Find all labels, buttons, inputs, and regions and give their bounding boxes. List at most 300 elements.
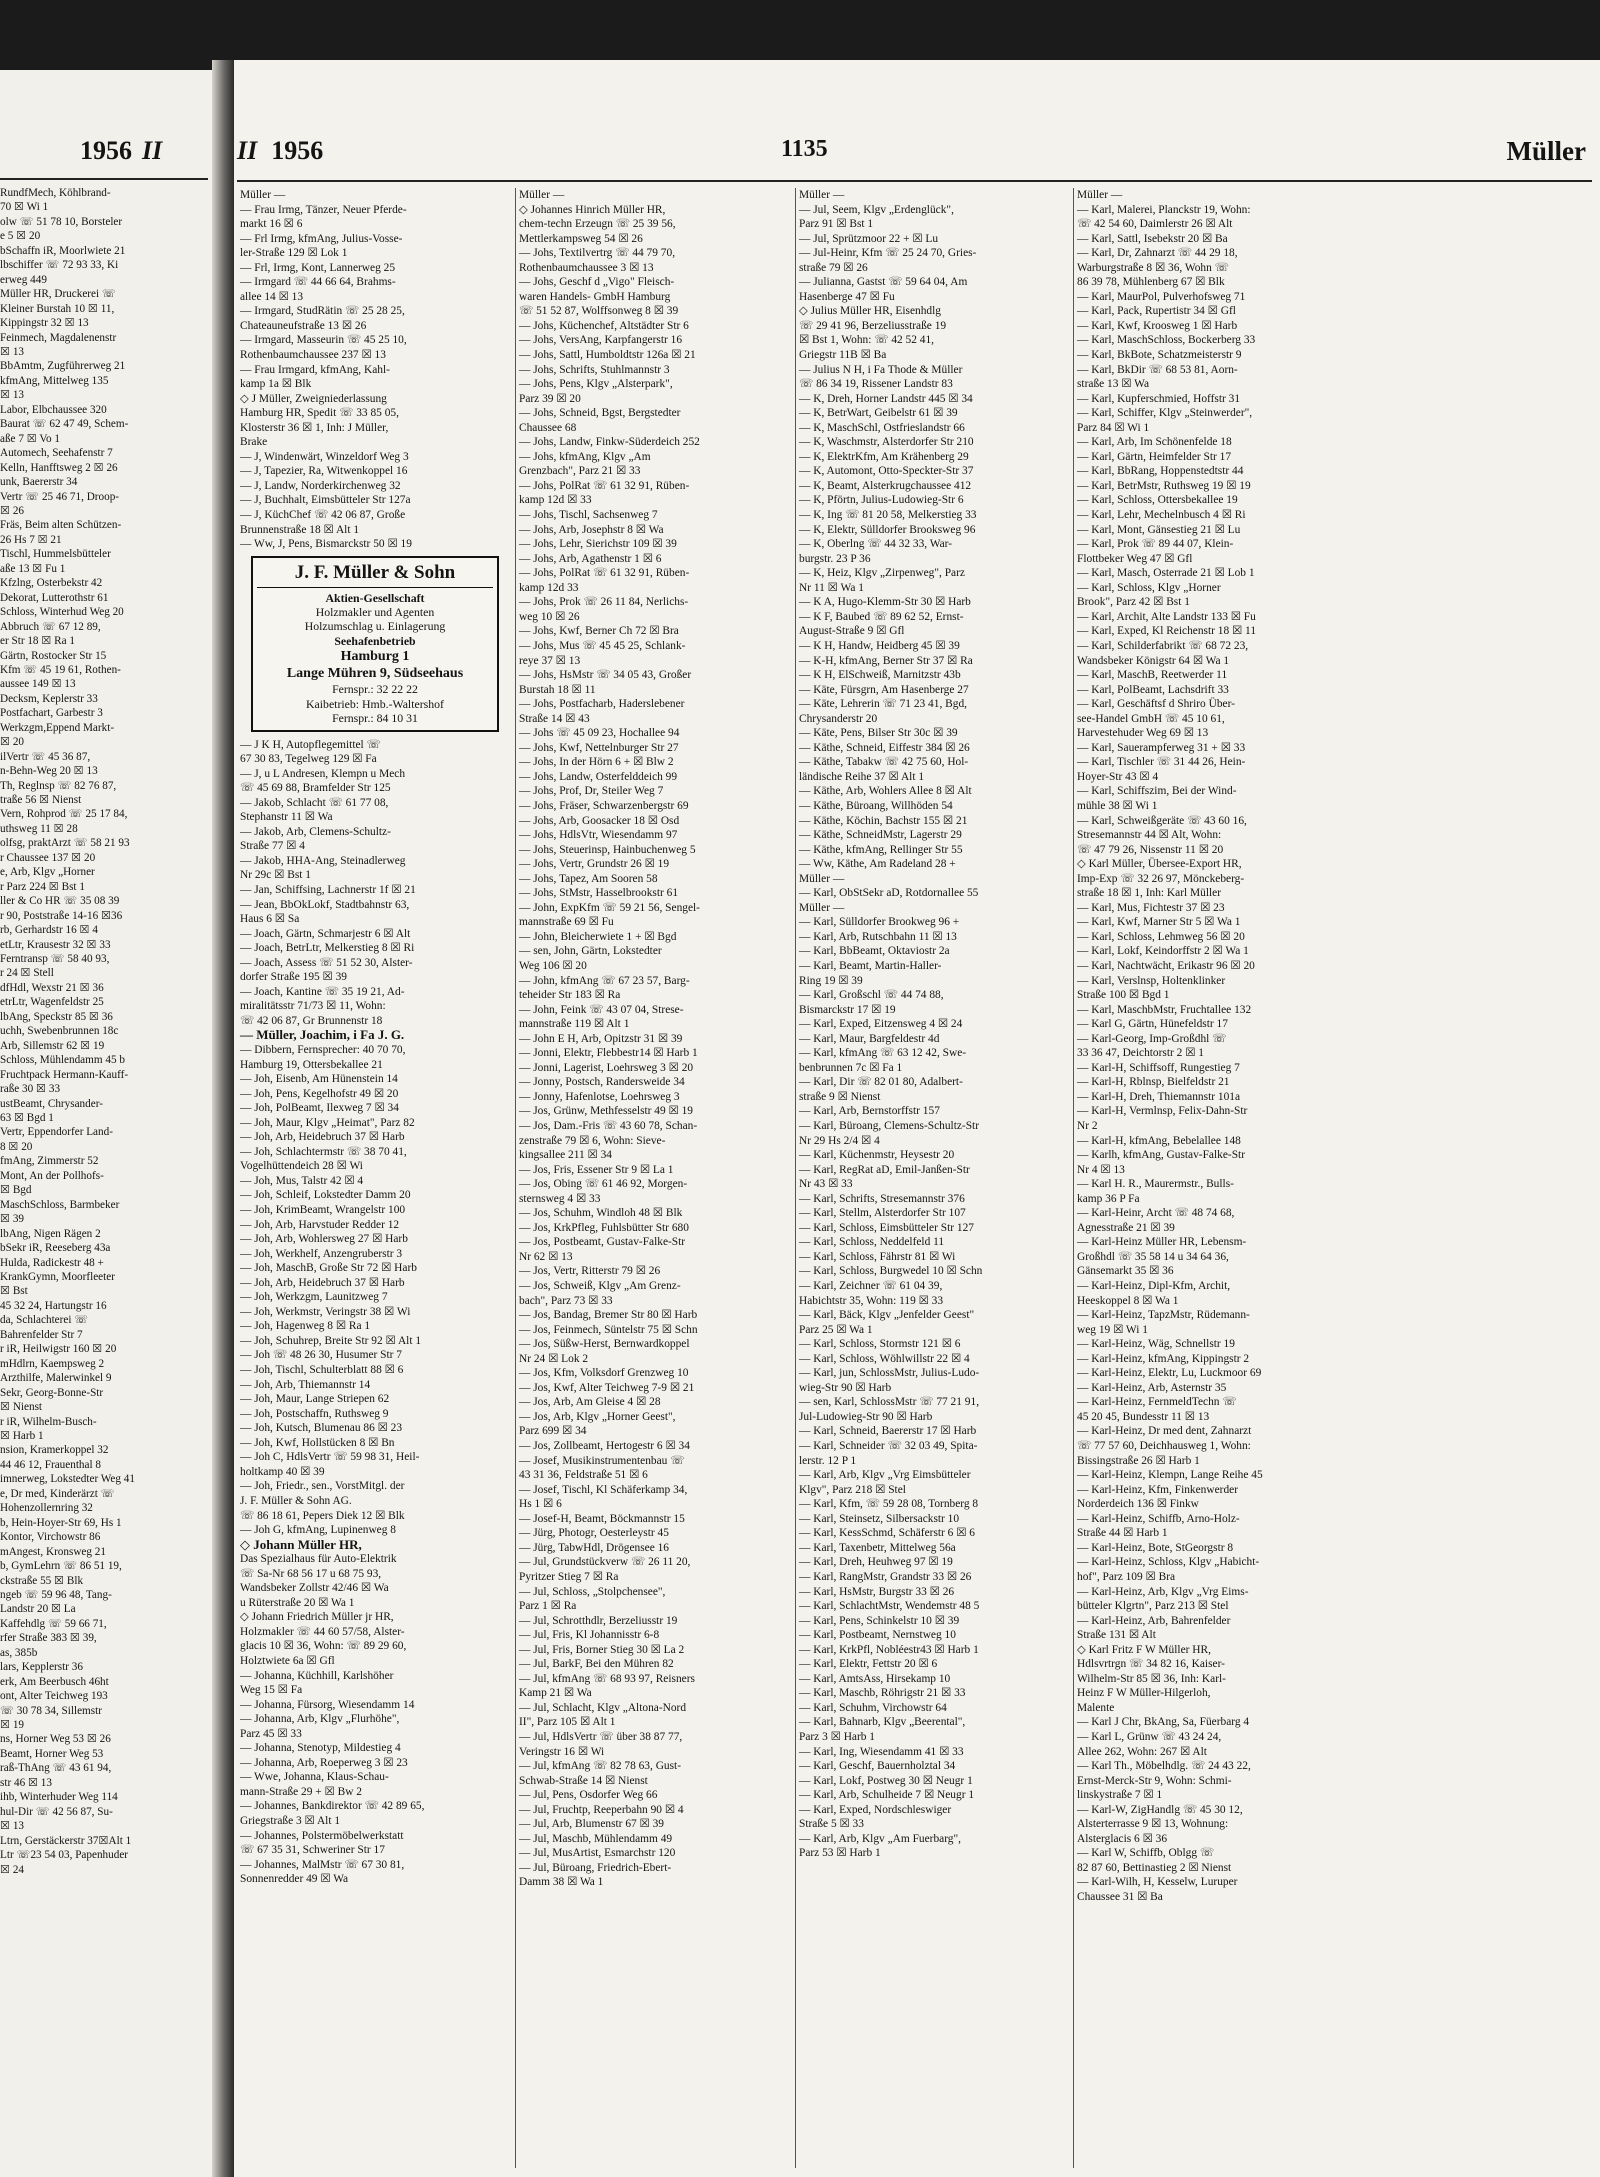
directory-entry-line: — Joh, Postschaffn, Ruthsweg 9 [240,1407,389,1420]
directory-entry-line: — Karl-Heinz, kfmAng, Kippingstr 2 [1077,1352,1250,1365]
previous-page-line: erk, Am Beerbusch 46ht [0,1675,109,1688]
previous-page-line: fmAng, Zimmerstr 52 [0,1155,99,1168]
directory-entry-line: — Johs, Pens, Klgv „Alsterpark", [519,378,673,391]
directory-entry-line: — Karl, Exped, Eitzensweg 4 ☒ 24 [799,1018,963,1031]
directory-entry-line: Heeskoppel 8 ☒ Wa 1 [1077,1294,1179,1307]
directory-entry-line: — Karl, MaschbMstr, Fruchtallee 132 [1077,1003,1252,1016]
directory-entry-line: — Jos, Zollbeamt, Hertogestr 6 ☒ 34 [519,1440,690,1453]
directory-entry-line: — Karl, Schneid, Baererstr 17 ☒ Harb [799,1425,977,1438]
directory-entry-line: — Johs, StMstr, Hasselbrookstr 61 [519,887,679,900]
directory-entry-line: — Karl, Schiffer, Klgv „Steinwerder", [1077,407,1253,420]
directory-entry-line: Harvestehuder Weg 69 ☒ 13 [1077,727,1209,740]
directory-entry-line: Müller — [240,189,286,201]
directory-entry-line: glacis 10 ☒ 36, Wohn: ☏ 89 29 60, [240,1640,407,1653]
directory-entry-line: — J, Buchhalt, Eimsbütteler Str 127a [240,494,411,507]
directory-entry-line: Wandsbeker Königstr 64 ☒ Wa 1 [1077,654,1230,667]
directory-entry-line: — Karl, KrkPfl, Nobléestr43 ☒ Harb 1 [799,1643,979,1656]
entry-column-2 [515,188,786,2168]
directory-entry-line: Bismarckstr 17 ☒ 19 [799,1003,896,1016]
directory-entry-line: — Karl, Ing, Wiesendamm 41 ☒ 33 [799,1745,964,1758]
directory-entry-line: Straße 14 ☒ 43 [519,712,590,725]
previous-page-line: Arb, Sillemstr 62 ☒ 19 [0,1039,105,1052]
directory-entry-line: — Karl, Exped, Kl Reichenstr 18 ☒ 11 [1077,625,1257,638]
directory-entry-line: — Karl-Heinz, Dipl-Kfm, Archit, [1077,1280,1231,1293]
directory-entry-line: Agnesstraße 21 ☒ 39 [1077,1221,1175,1234]
directory-entry-line: Habichtstr 35, Wohn: 119 ☒ 33 [799,1294,944,1307]
directory-entry-line: — Joh, Arb, Wohlersweg 27 ☒ Harb [240,1233,408,1246]
directory-entry-line: Alsterglacis 6 ☒ 36 [1077,1832,1168,1845]
directory-entry-line: Griegstr 11B ☒ Ba [799,349,887,362]
directory-entry-line: Straße 131 ☒ Alt [1077,1629,1156,1642]
directory-entry-line: Warburgstraße 8 ☒ 36, Wohn ☏ [1077,261,1229,274]
directory-entry-line: — Karl, Lehr, Mechelnbusch 4 ☒ Ri [1077,509,1246,522]
previous-page-line: erweg 449 [0,273,47,286]
directory-entry-line: Brake [240,436,268,449]
directory-entry-line: — Johs, Arb, Goosacker 18 ☒ Osd [519,814,680,827]
directory-entry-line: — Karl, Schloss, Eimsbütteler Str 127 [799,1221,974,1234]
directory-entry-line: — Jos, Schweiß, Klgv „Am Grenz- [519,1280,681,1293]
directory-entry-line: — K-H, kfmAng, Berner Str 37 ☒ Ra [799,654,973,667]
directory-entry-line: — Karl W, Schiffb, Oblgg ☏ [1077,1847,1215,1860]
directory-entry-line: — Karl-Heinz Müller HR, Lebensm- [1077,1236,1247,1249]
directory-entry-line: — J, KüchChef ☏ 42 06 87, Große [240,509,406,522]
directory-entry-line: — Jul, Fris, Kl Johannisstr 6-8 [519,1629,660,1642]
previous-page-line: Ltrn, Gerstäckerstr 37☒Alt 1 [0,1834,132,1847]
directory-entry-line: weg 10 ☒ 26 [519,610,580,623]
advertisement-box [251,556,499,732]
directory-entry-line: kamp 1a ☒ Blk [240,378,312,391]
directory-entry-line: — Karl, BkDir ☏ 68 53 81, Aorn- [1077,363,1238,376]
directory-entry-line: — Karl H. R., Maurermstr., Bulls- [1077,1178,1234,1191]
directory-entry-line: Weg 15 ☒ Fa [240,1684,303,1697]
previous-page-line: ☒ 26 [0,504,25,517]
directory-entry-line: — Joh, Mus, Talstr 42 ☒ 4 [240,1174,364,1187]
previous-page-line: ☒ 13 [0,1820,25,1833]
directory-entry-line: — Johs, Geschf d „Vigo" Fleisch- [519,276,675,289]
directory-entry-line: — Joh, MaschB, Große Str 72 ☒ Harb [240,1262,417,1275]
previous-page-line: 44 46 12, Frauenthal 8 [0,1458,101,1471]
previous-page-line: Schloss, Winterhud Weg 20 [0,606,124,619]
directory-entry-line: — Jos, Arb, Am Gleise 4 ☒ 28 [519,1396,661,1409]
directory-entry-line: — Karl, Sülldorfer Brookweg 96 + [799,916,960,929]
directory-entry-line: ☏ 51 52 87, Wolffsonweg 8 ☒ 39 [519,305,679,318]
directory-entry-line: — Jul, HdlsVertr ☏ über 38 87 77, [519,1730,683,1743]
directory-entry-line: Müller — [1077,189,1123,201]
directory-entry-line: — Karl, Kfm, ☏ 59 28 08, Tornberg 8 [799,1498,979,1511]
directory-entry-line: — Karl, Gärtn, Heimfelder Str 17 [1077,450,1232,463]
directory-entry-line: — Jos, Bandag, Bremer Str 80 ☒ Harb [519,1309,698,1322]
previous-page-line: n-Behn-Weg 20 ☒ 13 [0,765,98,778]
previous-page-line: r iR, Heilwigstr 160 ☒ 20 [0,1343,117,1356]
directory-entry-line: benbrunnen 7c ☒ Fa 1 [799,1061,903,1074]
directory-entry-line: — Johs, VersAng, Karpfangerstr 16 [519,334,683,347]
directory-entry-line: — Karl, Beamt, Martin-Haller- [799,959,942,972]
directory-entry-line: — Johannes, MalMstr ☏ 67 30 81, [240,1858,405,1871]
directory-entry-line: — Joh, Schleif, Lokstedter Damm 20 [240,1189,411,1202]
directory-entry-line: — John E H, Arb, Opitzstr 31 ☒ 39 [519,1032,683,1045]
directory-entry-line: Stephanstr 11 ☒ Wa [240,811,333,824]
directory-entry-line: — Karl, Arb, Klgv „Vrg Eimsbütteler [799,1469,971,1482]
directory-entry-line: II", Parz 105 ☒ Alt 1 [519,1716,616,1729]
directory-entry-line: — Jul, Schlacht, Klgv „Altona-Nord [519,1701,687,1714]
directory-entry-line: — Karl, KessSchmd, Schäferstr 6 ☒ 6 [799,1527,975,1540]
directory-entry-line: — Karl, Prok ☏ 89 44 07, Klein- [1077,538,1234,551]
previous-page-line: b, GymLehrn ☏ 86 51 19, [0,1560,122,1573]
directory-entry-line: — Jul, Fruchtp, Reeperbahn 90 ☒ 4 [519,1803,684,1816]
directory-entry-line: Pyritzer Stieg 7 ☒ Ra [519,1570,619,1583]
directory-entry-line: — Karl, Stellm, Alsterdorfer Str 107 [799,1207,966,1220]
previous-page-line: Ferntransp ☏ 58 40 93, [0,953,110,966]
directory-entry-line: — Johs, Prof, Dr, Steiler Weg 7 [519,785,664,798]
previous-page-line: MaschSchloss, Barmbeker [0,1198,120,1211]
directory-entry-line: ◇ Johann Friedrich Müller jr HR, [240,1611,394,1624]
directory-entry-line: mühle 38 ☒ Wi 1 [1077,799,1158,812]
directory-entry-line: — Käthe, Schneid, Eiffestr 384 ☒ 26 [799,741,970,754]
directory-entry-line: dorfer Straße 195 ☒ 39 [240,971,348,984]
directory-entry-line: — Karl, Exped, Nordschleswiger [799,1803,952,1816]
previous-page-line: ☒ 13 [0,389,25,402]
directory-entry-line: — Joach, Assess ☏ 51 52 30, Alster- [240,956,413,969]
previous-page-line: Kontor, Virchowstr 86 [0,1531,101,1544]
directory-entry-line: ◇ Johann Müller HR, [240,1537,362,1552]
previous-page-line: ☒ 24 [0,1863,25,1876]
page-header [234,136,1600,172]
directory-entry-line: ◇ Julius Müller HR, Eisenhdlg [799,305,941,318]
directory-entry-line: — Joh, KrimBeamt, Wrangelstr 100 [240,1204,406,1217]
directory-entry-line: — Karl, Mont, Gänsestieg 21 ☒ Lu [1077,523,1241,536]
directory-entry-line: — Johs, Tapez, Am Sooren 58 [519,872,658,885]
directory-entry-line: Hoyer-Str 43 ☒ 4 [1077,770,1159,783]
directory-entry-line: Parz 25 ☒ Wa 1 [799,1323,873,1336]
previous-page-line: ilVertr ☏ 45 36 87, [0,750,91,763]
directory-entry-line: — Joh, Hagenweg 8 ☒ Ra 1 [240,1320,371,1333]
directory-entry-line: — Johs, Arb, Josephstr 8 ☒ Wa [519,523,664,536]
directory-entry-line: — Jonni, Elektr, Flebbestr14 ☒ Harb 1 [519,1047,698,1060]
directory-entry-line: — Joh, PolBeamt, Ilexweg 7 ☒ 34 [240,1102,399,1115]
directory-entry-line: — Jul, Sprützmoor 22 + ☒ Lu [799,232,939,245]
directory-entry-line: — Karl, Maschb, Röhrigstr 21 ☒ 33 [799,1687,966,1700]
directory-entry-line: — Josef-H, Beamt, Böckmannstr 15 [519,1512,685,1525]
advertisement-line: Fernspr.: 84 10 31 [332,711,418,726]
previous-page-line: aße 7 ☒ Vo 1 [0,432,60,445]
directory-entry-line: — Joh G, kfmAng, Lupinenweg 8 [240,1524,396,1537]
previous-page-line: etrLtr, Wagenfeldstr 25 [0,996,104,1009]
directory-entry-line: — Karl, BetrMstr, Ruthsweg 19 ☒ 19 [1077,479,1251,492]
directory-entry-line: — J, Tapezier, Ra, Witwenkoppel 16 [240,465,408,478]
previous-page-line: etLtr, Krausestr 32 ☒ 33 [0,938,111,951]
directory-entry-line: — Joh, Maur, Lange Striepen 62 [240,1393,390,1406]
directory-entry-line: — Karl, jun, SchlossMstr, Julius-Ludo- [799,1367,980,1380]
previous-page-line: ns, Horner Weg 53 ☒ 26 [0,1733,111,1746]
directory-entry-line: — Johs, Vertr, Grundstr 26 ☒ 19 [519,858,670,871]
previous-page-rule [0,178,208,180]
directory-entry-line: — K, MaschSchl, Ostfrieslandstr 66 [799,421,965,434]
previous-page-line: bSekr iR, Reeseberg 43a [0,1242,111,1255]
previous-page-line: Tischl, Hummelsbütteler [0,548,111,561]
previous-page-line: ☏ 30 78 34, Sillemstr [0,1704,102,1717]
directory-entry-line: Parz 45 ☒ 33 [240,1727,302,1740]
directory-entry-line: Chrysanderstr 20 [799,712,878,725]
directory-entry-line: — Joh, Werkmstr, Veringstr 38 ☒ Wi [240,1305,411,1318]
directory-entry-line: — Karl L, Grünw ☏ 43 24 24, [1077,1730,1222,1743]
directory-entry-line: — Joh, Tischl, Schulterblatt 88 ☒ 6 [240,1364,404,1377]
previous-page-line: 45 32 24, Hartungstr 16 [0,1299,107,1312]
directory-entry-line: — K, Oberlng ☏ 44 32 33, War- [799,538,953,551]
directory-entry-line: — Jos, Schuhm, Windloh 48 ☒ Blk [519,1207,683,1220]
directory-entry-line: straße 13 ☒ Wa [1077,378,1150,391]
previous-page-line: Decksm, Keplerstr 33 [0,692,98,705]
directory-entry-line: — Johs, PolRat ☏ 61 32 91, Rüben- [519,567,690,580]
directory-entry-line: — Joh, Arb, Harvstuder Redder 12 [240,1218,400,1231]
previous-page-column [0,186,208,1877]
directory-entry-line: — Karl, Dreh, Heuhweg 97 ☒ 19 [799,1556,953,1569]
directory-entry-line: — Jonny, Hafenlotse, Loehrsweg 3 [519,1090,680,1103]
directory-entry-line: — Karl, Kupferschmied, Hoffstr 31 [1077,392,1241,405]
directory-entry-line: — Karl, Schrifts, Stresemannstr 376 [799,1192,965,1205]
previous-page-line: bSchaffn iR, Moorlwiete 21 [0,244,126,257]
previous-page-line: kfmAng, Mittelweg 135 [0,374,109,387]
directory-entry-line: — Karl, Geschf, Bauernholztal 34 [799,1760,956,1773]
previous-page-line: ☒ Bgd [0,1184,32,1197]
book-gutter [212,60,234,2177]
directory-entry-line: ☏ 67 35 31, Schweriner Str 17 [240,1844,385,1857]
directory-entry-line: — Karl, Schweißgeräte ☏ 43 60 16, [1077,814,1247,827]
previous-page-line: b, Hein-Hoyer-Str 69, Hs 1 [0,1516,122,1529]
directory-entry-line: ☏ 42 54 60, Daimlerstr 26 ☒ Alt [1077,218,1233,231]
previous-page-line: ☒ 13 [0,345,25,358]
directory-entry-line: chem-techn Erzeugn ☏ 25 39 56, [519,218,676,231]
previous-page-line: rfer Straße 383 ☒ 39, [0,1632,97,1645]
directory-entry-line: Weg 106 ☒ 20 [519,959,587,972]
directory-entry-line: — Karl, Sauerampferweg 31 + ☒ 33 [1077,741,1246,754]
directory-entry-line: — Wwe, Johanna, Klaus-Schau- [240,1771,389,1784]
directory-entry-line: — Jul, BarkF, Bei den Mühren 82 [519,1658,674,1671]
directory-entry-line: — Johannes, Bankdirektor ☏ 42 89 65, [240,1800,425,1813]
directory-entry-line: Straße 5 ☒ 33 [799,1818,864,1831]
directory-entry-line: Müller — [799,901,845,914]
directory-entry-line: — Jul, Maschb, Mühlendamm 49 [519,1832,673,1845]
directory-entry-line: — Johs, In der Hörn 6 + ☒ Blw 2 [519,756,674,769]
previous-page-line: r 24 ☒ Stell [0,967,54,980]
directory-page [234,60,1600,2177]
directory-entry-line: 33 36 47, Deichtorstr 2 ☒ 1 [1077,1047,1204,1060]
running-head-left: II 1956 [237,136,324,165]
previous-page-line: raße 30 ☒ 33 [0,1083,61,1096]
directory-entry-line: — Karl, MaurPol, Pulverhofsweg 71 [1077,290,1246,303]
directory-entry-line: — Frau Irmg, Tänzer, Neuer Pferde- [240,203,407,216]
directory-entry-line: — Irmgard, StudRätin ☏ 25 28 25, [240,305,405,318]
directory-entry-line: Klosterstr 36 ☒ 1, Inh: J Müller, [240,421,389,434]
directory-entry-line: weg 19 ☒ Wi 1 [1077,1323,1148,1336]
previous-page-line: Sekr, Georg-Bonne-Str [0,1386,104,1399]
directory-entry-line: — Käthe, kfmAng, Rellinger Str 55 [799,843,963,856]
directory-entry-line: — Jul-Heinr, Kfm ☏ 25 24 70, Gries- [799,247,977,260]
previous-page-line: mHdlrn, Kaempsweg 2 [0,1357,105,1370]
directory-entry-line: — J, u L Andresen, Klempn u Mech [240,767,406,780]
directory-entry-line: Straße 77 ☒ 4 [240,840,305,853]
directory-entry-line: Hdlsvrtrgn ☏ 34 82 16, Kaiser- [1077,1658,1225,1671]
previous-page-line: aße 13 ☒ Fu 1 [0,562,66,575]
previous-page-line: Postfachart, Garbestr 3 [0,707,103,720]
directory-entry-line: Ring 19 ☒ 39 [799,974,863,987]
directory-entry-line: — Karl, kfmAng ☏ 63 12 42, Swe- [799,1047,967,1060]
directory-entry-line: — Karl, Nachtwächt, Erikastr 96 ☒ 20 [1077,959,1255,972]
directory-entry-line: — Joh, Schuhrep, Breite Str 92 ☒ Alt 1 [240,1334,422,1347]
directory-entry-line: — Karl, Elektr, Fettstr 20 ☒ 6 [799,1658,938,1671]
directory-entry-line: — Karl, Postbeamt, Nernstweg 10 [799,1629,956,1642]
previous-page-line: imnerweg, Lokstedter Weg 41 [0,1473,135,1486]
previous-page-line: raß-ThAng ☏ 43 61 94, [0,1762,112,1775]
directory-entry-line: — Irmgard ☏ 44 66 64, Brahms- [240,276,396,289]
directory-entry-line: — Karl, Pack, Rupertistr 34 ☒ Gfl [1077,305,1236,318]
previous-page-line: Arzthilfe, Malerwinkel 9 [0,1372,112,1385]
directory-entry-line: linskystraße 7 ☒ 1 [1077,1789,1163,1802]
directory-entry-line: Jul-Ludowieg-Str 90 ☒ Harb [799,1410,933,1423]
advertisement-line: Kaibetrieb: Hmb.-Waltershof [306,696,444,711]
directory-entry-line: burgstr. 23 P 36 [799,552,871,565]
directory-entry-line: — Karl, Schuhm, Virchowstr 64 [799,1701,947,1714]
directory-entry-line: — Joh, Pens, Kegelhofstr 49 ☒ 20 [240,1087,399,1100]
directory-entry-line: — Karl-Heinz, Dr med dent, Zahnarzt [1077,1425,1252,1438]
directory-entry-line: — Karl, Kwf, Marner Str 5 ☒ Wa 1 [1077,916,1241,929]
directory-entry-line: — Karl, Lokf, Keindorffstr 2 ☒ Wa 1 [1077,945,1249,958]
directory-entry-line: — Karl-H, Vermlnsp, Felix-Dahn-Str [1077,1105,1248,1118]
directory-entry-line: sternsweg 4 ☒ 33 [519,1192,601,1205]
directory-entry-line: — Karl, ObStSekr aD, Rotdornallee 55 [799,887,979,900]
directory-entry-line: — Jul, kfmAng ☏ 68 93 97, Reisners [519,1672,695,1685]
directory-entry-line: — Karl, Pens, Schinkelstr 10 ☒ 39 [799,1614,960,1627]
previous-page-line: Kfm ☏ 45 19 61, Rothen- [0,663,121,676]
previous-page-line: Vern, Rohprod ☏ 25 17 84, [0,808,128,821]
directory-entry-line: — Karl, Schloss, Lehmweg 56 ☒ 20 [1077,930,1245,943]
previous-page-line: olw ☏ 51 78 10, Borsteler [0,215,123,228]
directory-entry-line: — Karl, Schloss, Ottersbekallee 19 [1077,494,1238,507]
previous-page-line: Bahrenfelder Str 7 [0,1328,83,1341]
directory-entry-line: allee 14 ☒ 13 [240,290,304,303]
directory-entry-line: u Rüterstraße 20 ☒ Wa 1 [240,1596,355,1609]
directory-entry-line: Müller — [799,189,845,201]
previous-page-line: r Parz 224 ☒ Bst 1 [0,880,85,893]
previous-page-line: nsion, Kramerkoppel 32 [0,1444,109,1457]
entry-column-3 [795,188,1066,2168]
directory-entry-line: — Jos, Obing ☏ 61 46 92, Morgen- [519,1178,688,1191]
directory-entry-line: — Karl-Heinz, Arb, Bahrenfelder [1077,1614,1231,1627]
directory-entry-line: — Karl, Steinsetz, Silbersackstr 10 [799,1512,960,1525]
directory-entry-line: — Dibbern, Fernsprecher: 40 70 70, [240,1044,406,1056]
directory-entry-line: — Karl, Zeichner ☏ 61 04 39, [799,1280,943,1293]
directory-entry-line: — Karl-Heinz, Schiffb, Arno-Holz- [1077,1512,1240,1525]
directory-entry-line: — Karl, Arb, Bernstorffstr 157 [799,1105,940,1118]
previous-page-line: er Str 18 ☒ Ra 1 [0,635,75,648]
directory-entry-line: — Karl, Schiffszim, Bei der Wind- [1077,785,1237,798]
previous-page-line: Ltr ☏23 54 03, Papenhuder [0,1849,129,1862]
directory-entry-line: Veringstr 16 ☒ Wi [519,1745,605,1758]
previous-page-line: Dekorat, Lutterothstr 61 [0,591,109,604]
directory-entry-line: — Johs, Textilvertrg ☏ 44 79 70, [519,247,676,260]
directory-entry-line: — Karl-Heinz, Bote, StGeorgstr 8 [1077,1541,1234,1554]
directory-entry-line: — Joh, Friedr., sen., VorstMitgl. der [240,1480,405,1493]
previous-page-line: ont, Alter Teichweg 193 [0,1690,108,1703]
previous-page-line: dfHdl, Wexstr 21 ☒ 36 [0,981,104,994]
previous-page-line: Mont, An der Pollhofs- [0,1169,104,1182]
directory-entry-line: — Jos, Kfm, Volksdorf Grenzweg 10 [519,1367,689,1380]
directory-entry-line: markt 16 ☒ 6 [240,218,303,231]
directory-entry-line: straße 79 ☒ 26 [799,261,868,274]
directory-entry-line: ☏ 45 69 88, Bramfelder Str 125 [240,782,391,795]
directory-entry-line: Großhdl ☏ 35 58 14 u 34 64 36, [1077,1250,1229,1263]
previous-page-line: lbAng, Speckstr 85 ☒ 36 [0,1010,113,1023]
directory-entry-line: — Karl G, Gärtn, Hünefeldstr 17 [1077,1018,1228,1031]
directory-entry-line: Parz 53 ☒ Harb 1 [799,1847,881,1860]
directory-entry-line: — Karl-Heinz, FernmeldTechn ☏ [1077,1396,1237,1409]
directory-entry-line: — Karl, BkBote, Schatzmeisterstr 9 [1077,349,1242,362]
previous-page-line: 8 ☒ 20 [0,1140,33,1153]
directory-entry-line: Allee 262, Wohn: 267 ☒ Alt [1077,1745,1207,1758]
directory-entry-line: ◇ Johannes Hinrich Müller HR, [519,203,666,216]
directory-entry-line: — Johs, Schrifts, Stuhlmannstr 3 [519,363,670,376]
directory-entry-line: — Johanna, Arb, Roeperweg 3 ☒ 23 [240,1756,408,1769]
entry-column-4 [1073,188,1344,2168]
previous-page-line: ckstraße 55 ☒ Blk [0,1574,84,1587]
directory-entry-line: — Jul, Schrotthdlr, Berzeliusstr 19 [519,1614,678,1627]
advertisement-line: Lange Mühren 9, Südseehaus [286,666,464,682]
directory-entry-line: — Karl, Kwf, Kroosweg 1 ☒ Harb [1077,319,1238,332]
directory-entry-line: — Karl, Bäck, Klgv „Jenfelder Geest" [799,1309,975,1322]
previous-page-line: Feinmech, Magdalenenstr [0,331,117,344]
directory-entry-line: — Johs, PolRat ☏ 61 32 91, Rüben- [519,479,690,492]
directory-entry-line: — Karl, BbBeamt, Oktaviostr 2a [799,945,950,958]
previous-page-line: Baurat ☏ 62 47 49, Schem- [0,418,129,431]
directory-entry-line: — Karl, Schilderfabrikt ☏ 68 72 23, [1077,639,1249,652]
directory-entry-line: — Karl-H, Rblnsp, Bielfeldstr 21 [1077,1076,1230,1089]
directory-entry-line: reye 37 ☒ 13 [519,654,581,667]
directory-entry-line: Ernst-Merck-Str 9, Wohn: Schmi- [1077,1774,1232,1787]
directory-entry-line: bach", Parz 73 ☒ 33 [519,1294,613,1307]
directory-entry-line: Parz 84 ☒ Wi 1 [1077,421,1150,434]
previous-page-line: Kfzlng, Osterbekstr 42 [0,577,103,590]
directory-entry-line: hof", Parz 109 ☒ Bra [1077,1570,1176,1583]
directory-entry-line: — Karl, Küchenmstr, Heysestr 20 [799,1149,955,1162]
directory-entry-line: Bissingstraße 26 ☒ Harb 1 [1077,1454,1200,1467]
previous-page-line: da, Schlachterei ☏ [0,1314,89,1327]
previous-page-line: aussee 149 ☒ 13 [0,678,76,691]
header-rule [237,180,1592,182]
directory-entry-line: waren Handels- GmbH Hamburg [519,290,671,303]
previous-page-line: olfsg, praktArzt ☏ 58 21 93 [0,837,130,850]
directory-entry-line: Straße 44 ☒ Harb 1 [1077,1527,1168,1540]
directory-entry-line: Chaussee 31 ☒ Ba [1077,1890,1163,1903]
directory-entry-line: Müller — [519,189,565,201]
directory-entry-line: — Johanna, Arb, Klgv „Flurhöhe", [240,1713,400,1726]
previous-page-line: ☒ 39 [0,1213,25,1226]
directory-entry-line: — Karl J Chr, BkAng, Sa, Füerbarg 4 [1077,1716,1250,1729]
directory-entry-line: Hs 1 ☒ 6 [519,1498,562,1511]
directory-entry-line: 86 39 78, Mühlenberg 67 ☒ Blk [1077,276,1225,289]
directory-entry-line: — K, Heiz, Klgv „Zirpenweg", Parz [799,567,965,580]
directory-entry-line: — Joh, Kutsch, Blumenau 86 ☒ 23 [240,1422,403,1435]
directory-entry-line: Norderdeich 136 ☒ Finkw [1077,1498,1199,1511]
directory-entry-line: — John, Bleicherwiete 1 + ☒ Bgd [519,930,677,943]
directory-entry-line: — Joh, Werkzgm, Launitzweg 7 [240,1291,388,1304]
previous-page-line: 63 ☒ Bgd 1 [0,1112,54,1124]
directory-entry-line: Rothenbaumchaussee 3 ☒ 13 [519,261,654,274]
directory-entry-line: — K, Ing ☏ 81 20 58, Melkerstieg 33 [799,509,977,522]
previous-page-line: Müller HR, Druckerei ☏ [0,288,116,301]
directory-entry-line: — Karl, Arb, Im Schönenfelde 18 [1077,436,1232,449]
directory-entry-line: — Jos, Dam.-Fris ☏ 43 60 78, Schan- [519,1120,698,1132]
previous-page-line: ngeb ☏ 59 96 48, Tang- [0,1588,112,1601]
directory-entry-line: — Käthe, Arb, Wohlers Allee 8 ☒ Alt [799,785,972,798]
